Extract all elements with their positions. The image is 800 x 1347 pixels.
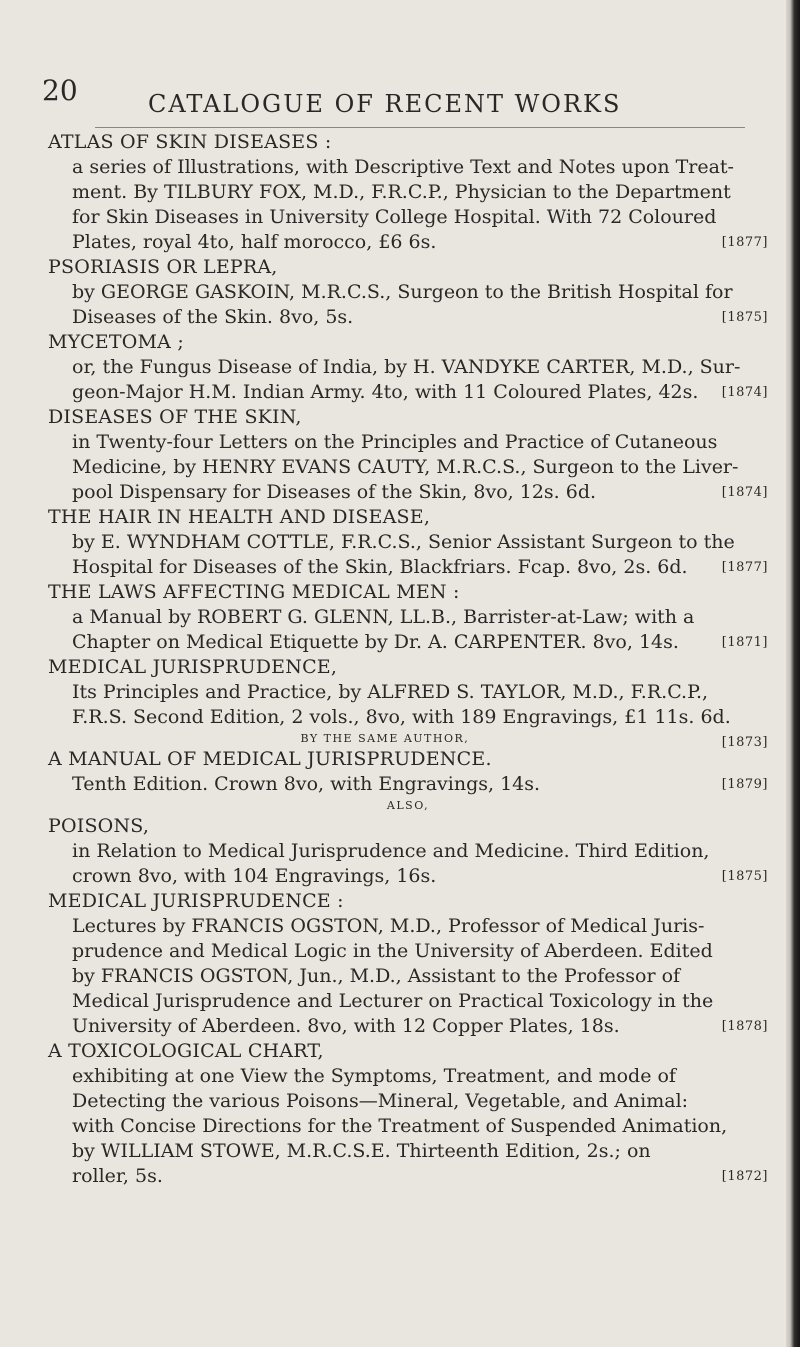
entry-heading: ATLAS OF SKIN DISEASES : [48, 131, 332, 153]
entry-text-line [48, 839, 768, 864]
entry-text-line [48, 1139, 768, 1164]
entry-text: roller, 5s. [72, 1165, 163, 1187]
entry-text-line [48, 1089, 768, 1114]
catalogue-entry [48, 580, 768, 655]
catalogue-entry [48, 405, 768, 505]
entry-text-line [48, 1064, 768, 1089]
entry-text-line [48, 864, 768, 889]
entry-year: [1875] [721, 869, 768, 884]
entry-text: by FRANCIS OGSTON, Jun., M.D., Assistant to the Professor of [72, 965, 681, 987]
entry-text: prudence and Medical Logic in the University of Aberdeen. Edited [72, 940, 713, 962]
header-rule [95, 127, 745, 128]
entry-text-line [48, 155, 768, 180]
entry-text: Plates, royal 4to, half morocco, £6 6s. [72, 231, 437, 253]
catalogue-entry [48, 1039, 768, 1189]
entry-text: by GEORGE GASKOIN, M.R.C.S., Surgeon to the British Hospital for [72, 281, 733, 303]
catalogue-entry [48, 330, 768, 405]
entry-text: in Relation to Medical Jurisprudence and Medicine. Third Edition, [72, 840, 710, 862]
entry-text-line [48, 430, 768, 455]
entry-text: Chapter on Medical Etiquette by Dr. A. CARPENTER. 8vo, 14s. [72, 631, 679, 653]
entry-heading: MYCETOMA ; [48, 331, 184, 353]
entry-text: Tenth Edition. Crown 8vo, with Engravings, 14s. [72, 773, 541, 795]
entry-text: with Concise Directions for the Treatment of Suspended Animation, [72, 1115, 728, 1137]
entry-text-line [48, 1014, 768, 1039]
entry-text-line [48, 605, 768, 630]
page-edge-shadow [786, 0, 800, 1347]
catalogue-entry [48, 255, 768, 330]
entry-text: crown 8vo, with 104 Engravings, 16s. [72, 865, 437, 887]
entry-year: [1874] [721, 485, 768, 500]
entry-text-line [48, 680, 768, 705]
entry-text-line [48, 555, 768, 580]
catalogue-entry [48, 130, 768, 255]
entry-text: for Skin Diseases in University College Hospital. With 72 Coloured [72, 206, 717, 228]
entry-text: Diseases of the Skin. 8vo, 5s. [72, 306, 354, 328]
entry-text-line [48, 964, 768, 989]
entry-text: by WILLIAM STOWE, M.R.C.S.E. Thirteenth Edition, 2s.; on [72, 1140, 651, 1162]
entry-year: [1874] [721, 385, 768, 400]
entry-year: [1877] [721, 235, 768, 250]
entry-text: F.R.S. Second Edition, 2 vols., 8vo, with 189 Engravings, £1 11s. 6d. [72, 706, 731, 728]
entry-heading: MEDICAL JURISPRUDENCE : [48, 890, 344, 912]
entry-heading: THE LAWS AFFECTING MEDICAL MEN : [48, 581, 460, 603]
entry-heading: THE HAIR IN HEALTH AND DISEASE, [48, 506, 431, 528]
entry-text: or, the Fungus Disease of India, by H. VANDYKE CARTER, M.D., Sur- [72, 356, 741, 378]
catalogue-entry [48, 814, 768, 889]
entry-text: Its Principles and Practice, by ALFRED S. TAYLOR, M.D., F.R.C.P., [72, 681, 709, 703]
catalogue-entry [48, 889, 768, 1039]
entry-text: pool Dispensary for Diseases of the Skin, 8vo, 12s. 6d. [72, 481, 597, 503]
entry-text-line [48, 305, 768, 330]
entry-heading: PSORIASIS OR LEPRA, [48, 256, 278, 278]
author-note: ALSO, [386, 799, 430, 812]
entry-year: [1873] [721, 735, 768, 750]
entry-text-line [48, 989, 768, 1014]
catalogue-entries [48, 130, 768, 1189]
entry-heading: A MANUAL OF MEDICAL JURISPRUDENCE. [48, 748, 492, 770]
entry-text: by E. WYNDHAM COTTLE, F.R.C.S., Senior Assistant Surgeon to the [72, 531, 735, 553]
entry-text: a series of Illustrations, with Descriptive Text and Notes upon Treat- [72, 156, 734, 178]
entry-text: Hospital for Diseases of the Skin, Blackfriars. Fcap. 8vo, 2s. 6d. [72, 556, 688, 578]
entry-text-line [48, 772, 768, 797]
entry-year: [1872] [721, 1169, 768, 1184]
catalogue-entry [48, 505, 768, 580]
entry-text-line [48, 480, 768, 505]
entry-heading: POISONS, [48, 815, 150, 837]
entry-text-line [48, 939, 768, 964]
running-head: CATALOGUE OF RECENT WORKS [148, 90, 622, 118]
entry-heading: MEDICAL JURISPRUDENCE, [48, 656, 338, 678]
entry-text-line [48, 230, 768, 255]
entry-year: [1879] [721, 777, 768, 792]
entry-text-line [48, 1164, 768, 1189]
entry-year: [1871] [721, 635, 768, 650]
entry-text-line [48, 530, 768, 555]
entry-text-line [48, 455, 768, 480]
entry-text: Lectures by FRANCIS OGSTON, M.D., Professor of Medical Juris- [72, 915, 705, 937]
entry-text: geon-Major H.M. Indian Army. 4to, with 11 Coloured Plates, 42s. [72, 381, 699, 403]
entry-year: [1877] [721, 560, 768, 575]
entry-text: University of Aberdeen. 8vo, with 12 Copper Plates, 18s. [72, 1015, 620, 1037]
entry-heading: DISEASES OF THE SKIN, [48, 406, 302, 428]
entry-heading: A TOXICOLOGICAL CHART, [48, 1040, 324, 1062]
entry-text-line [48, 355, 768, 380]
entry-text-line [48, 380, 768, 405]
entry-text: exhibiting at one View the Symptoms, Treatment, and mode of [72, 1065, 676, 1087]
entry-year: [1875] [721, 310, 768, 325]
entry-text-line [48, 180, 768, 205]
entry-text-line [48, 280, 768, 305]
catalogue-entry [48, 747, 768, 797]
page-number: 20 [42, 74, 78, 107]
entry-text-line [48, 205, 768, 230]
entry-year: [1878] [721, 1019, 768, 1034]
entry-text: Detecting the various Poisons—Mineral, Vegetable, and Animal: [72, 1090, 689, 1112]
entry-text: Medicine, by HENRY EVANS CAUTY, M.R.C.S., Surgeon to the Liver- [72, 456, 739, 478]
entry-text-line [48, 630, 768, 655]
entry-text: in Twenty-four Letters on the Principles and Practice of Cutaneous [72, 431, 718, 453]
entry-text: Medical Jurisprudence and Lecturer on Practical Toxicology in the [72, 990, 714, 1012]
entry-text-line [48, 914, 768, 939]
entry-text: ment. By TILBURY FOX, M.D., F.R.C.P., Physician to the Department [72, 181, 731, 203]
entry-text: a Manual by ROBERT G. GLENN, LL.B., Barrister-at-Law; with a [72, 606, 695, 628]
author-note: BY THE SAME AUTHOR, [300, 732, 470, 745]
entry-text-line [48, 1114, 768, 1139]
